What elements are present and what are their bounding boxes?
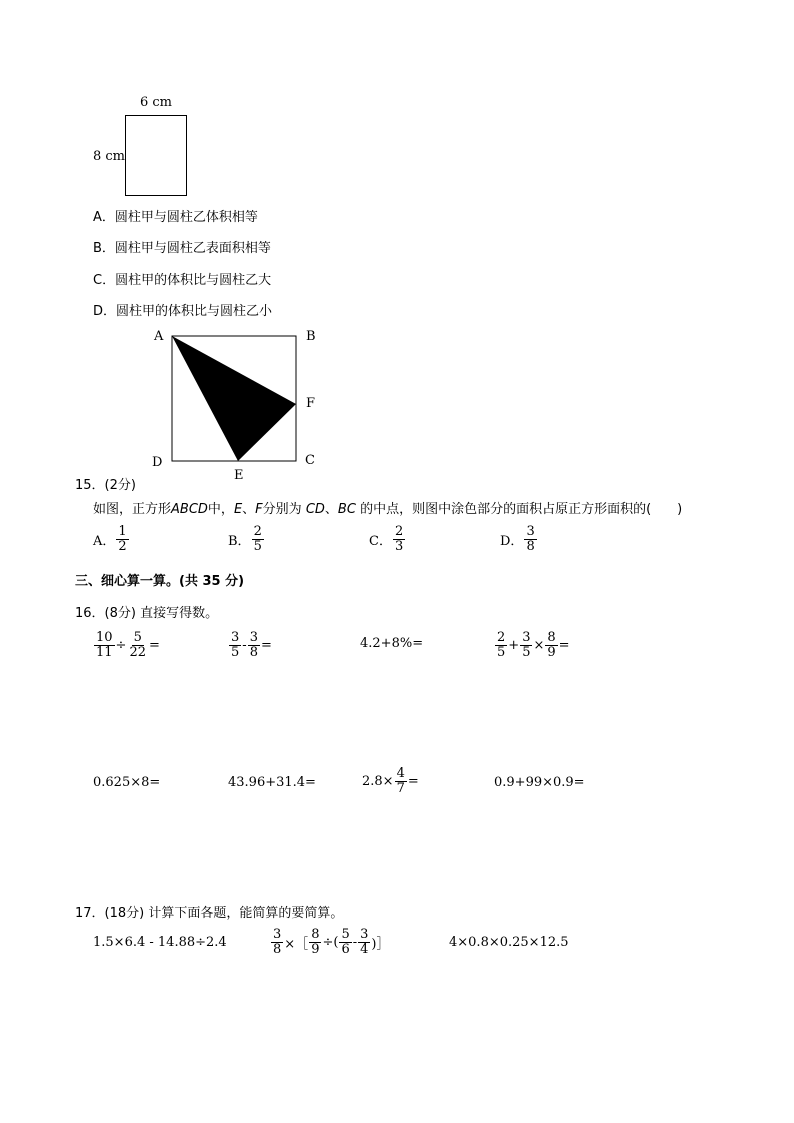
vertex-label-d: D xyxy=(152,455,163,470)
q16-expr-4: $\frac{2}{5}$ + $\frac{3}{5}$ × $\frac{8}{9}$ = xyxy=(497,630,570,660)
q15-option-b[interactable]: B． $\frac{2}{5}$ xyxy=(228,524,262,554)
q17-expr-3: 4×0.8×0.25×12.5 xyxy=(449,935,569,950)
q15-number: 15．(2分) xyxy=(75,478,136,493)
q17-title: 17．(18分) 计算下面各题，能简算的要简算。 xyxy=(75,906,344,921)
q15-option-c[interactable]: C． $\frac{2}{3}$ xyxy=(369,524,404,554)
q14-option-d[interactable]: D．圆柱甲的体积比与圆柱乙小 xyxy=(93,304,273,319)
q16-expr-1: $\frac{10}{11}$ ÷ $\frac{5}{22}$ = xyxy=(96,630,160,660)
q15-stem: 如图，正方形ABCD中，E、F分别为 CD、BC 的中点，则图中涂色部分的面积占原正方形面积的( ) xyxy=(93,502,683,517)
q16-expr-7: 2.8× $\frac{4}{7}$ = xyxy=(362,766,419,796)
q17-expr-2: $\frac{3}{8}$ ×［ $\frac{8}{9}$ ÷( $\frac{5}{6}$ - $\frac{3}{4}$ )］ xyxy=(273,927,390,957)
q16-expr-3: 4.2+8%= xyxy=(360,636,424,651)
q16-expr-5: 0.625×8= xyxy=(93,775,161,790)
q17-expr-1: 1.5×6.4 - 14.88÷2.4 xyxy=(93,935,227,950)
q14-option-a[interactable]: A．圆柱甲与圆柱乙体积相等 xyxy=(93,210,258,225)
fraction: $\frac{2}{3}$ xyxy=(394,524,404,554)
fraction: $\frac{3}{8}$ xyxy=(526,524,535,554)
q16-expr-2: $\frac{3}{5}$ - $\frac{3}{8}$ = xyxy=(231,630,272,660)
q14-option-c[interactable]: C．圆柱甲的体积比与圆柱乙大 xyxy=(93,273,272,288)
vertex-label-f: F xyxy=(306,396,316,411)
vertex-label-e: E xyxy=(234,468,244,483)
vertex-label-b: B xyxy=(306,329,316,344)
square-figure xyxy=(150,325,330,485)
rect-width-label: 6 cm xyxy=(140,95,173,110)
fraction: $\frac{2}{5}$ xyxy=(253,524,262,554)
q15-option-a[interactable]: A． $\frac{1}{2}$ xyxy=(93,524,127,554)
q16-expr-6: 43.96+31.4= xyxy=(228,775,316,790)
rectangle-figure xyxy=(125,115,187,196)
section-3-title: 三、细心算一算。(共 35 分) xyxy=(75,574,245,589)
shaded-triangle xyxy=(172,336,296,461)
rect-height-label: 8 cm xyxy=(93,149,126,164)
q16-title: 16．(8分) 直接写得数。 xyxy=(75,606,219,621)
q14-option-b[interactable]: B．圆柱甲与圆柱乙表面积相等 xyxy=(93,241,271,256)
fraction: $\frac{1}{2}$ xyxy=(118,524,127,554)
q16-expr-8: 0.9+99×0.9= xyxy=(494,775,585,790)
q15-option-d[interactable]: D． $\frac{3}{8}$ xyxy=(500,524,535,554)
vertex-label-c: C xyxy=(305,453,315,468)
vertex-label-a: A xyxy=(154,329,164,344)
